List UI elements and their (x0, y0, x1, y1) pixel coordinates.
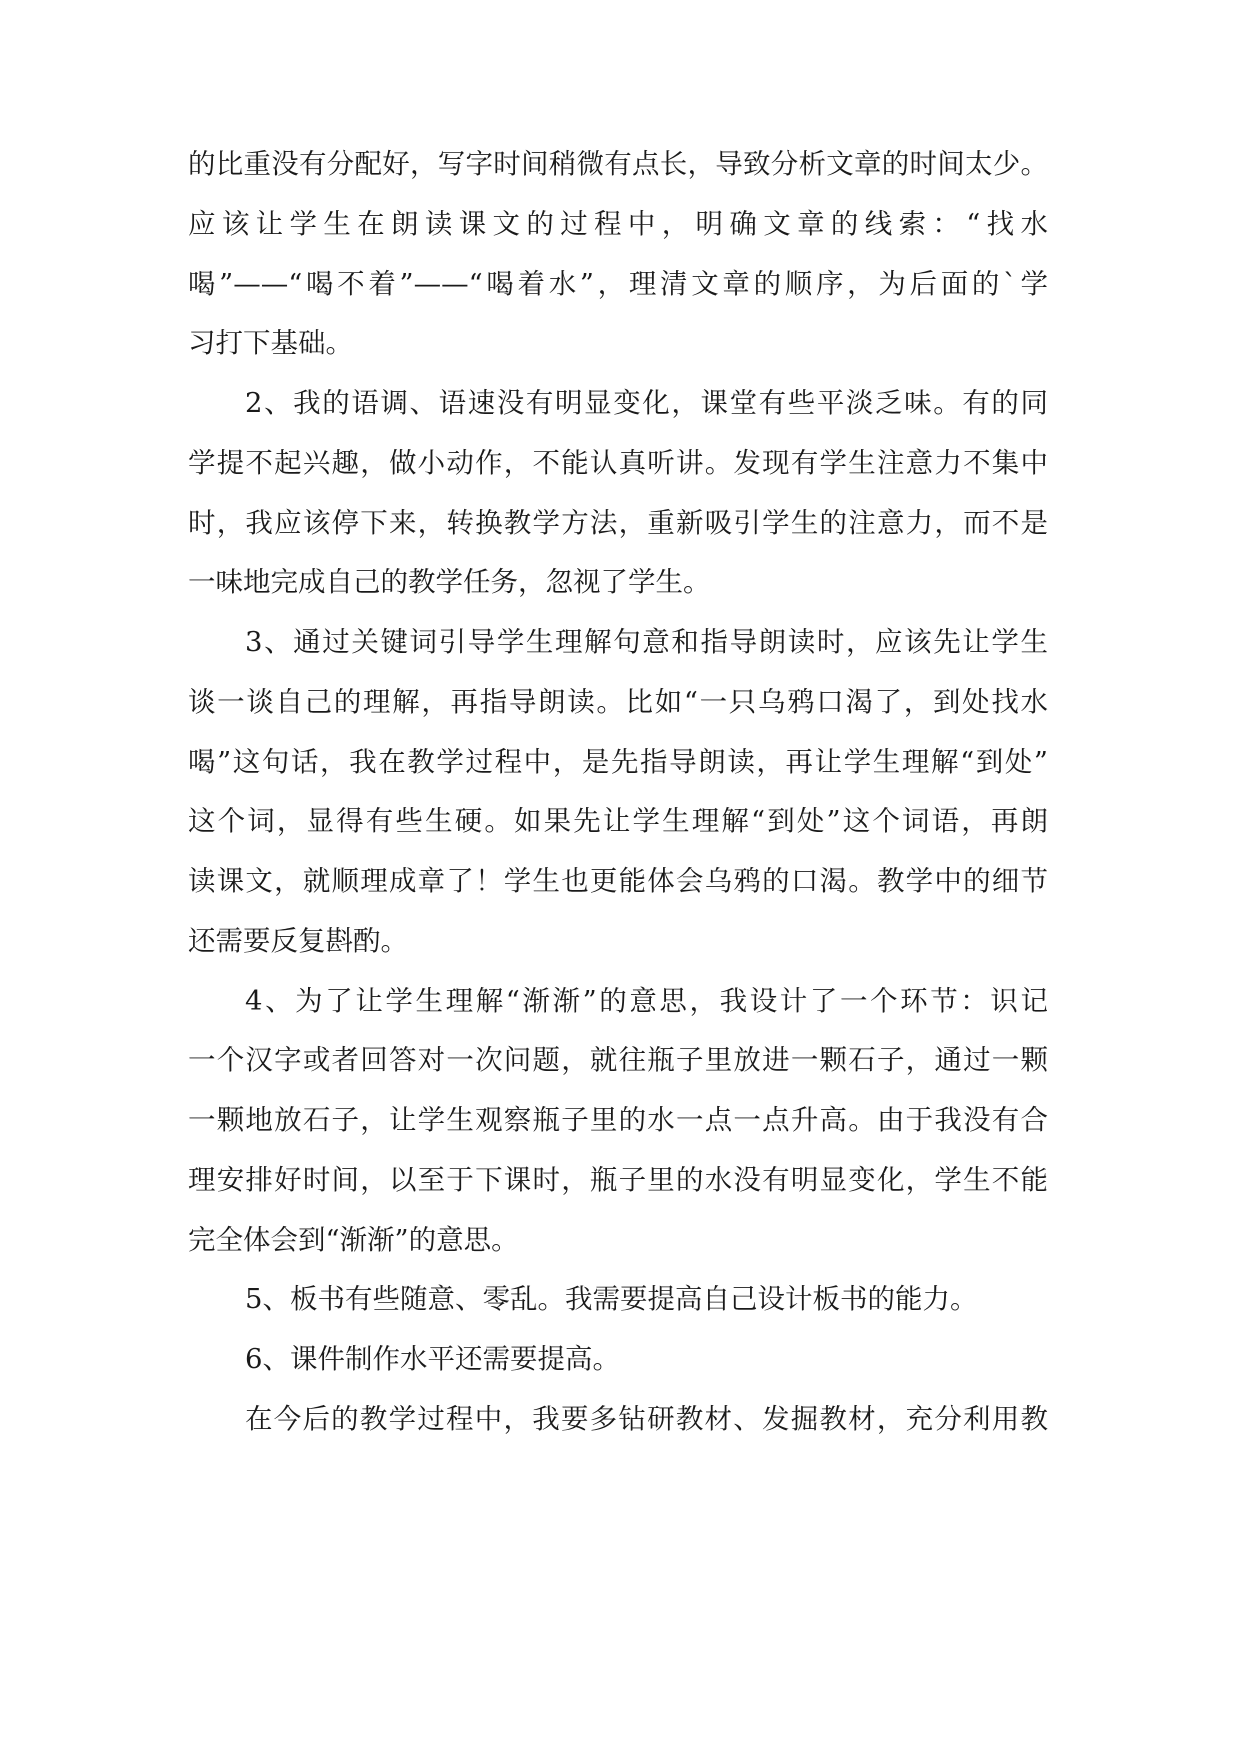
text-line: 理安排好时间，以至于下课时，瓶子里的水没有明显变化，学生不能 (188, 1164, 1048, 1196)
text-line: 谈一谈自己的理解，再指导朗读。比如“一只乌鸦口渴了，到处找水 (188, 686, 1048, 718)
text-line: 应该让学生在朗读课文的过程中，明确文章的线索：“找水 (188, 208, 1048, 240)
text-line: 读课文，就顺理成章了！学生也更能体会乌鸦的口渴。教学中的细节 (188, 865, 1048, 897)
text-line: 还需要反复斟酌。 (188, 925, 408, 957)
text-line: 一味地完成自己的教学任务，忽视了学生。 (188, 566, 711, 598)
text-line: 一个汉字或者回答对一次问题，就往瓶子里放进一颗石子，通过一颗 (188, 1044, 1048, 1076)
text-line: 的比重没有分配好，写字时间稍微有点长，导致分析文章的时间太少。 (188, 148, 1048, 180)
text-line: 习打下基础。 (188, 327, 353, 359)
text-line: 4、为了让学生理解“渐渐”的意思，我设计了一个环节：识记 (245, 985, 1048, 1017)
text-line: 时，我应该停下来，转换教学方法，重新吸引学生的注意力，而不是 (188, 507, 1048, 539)
text-line: 完全体会到“渐渐”的意思。 (188, 1224, 519, 1256)
text-line: 学提不起兴趣，做小动作，不能认真听讲。发现有学生注意力不集中 (188, 447, 1048, 479)
text-line: 一颗地放石子，让学生观察瓶子里的水一点一点升高。由于我没有合 (188, 1104, 1048, 1136)
text-line: 2、我的语调、语速没有明显变化，课堂有些平淡乏味。有的同 (245, 387, 1048, 419)
text-line: 5、板书有些随意、零乱。我需要提高自己设计板书的能力。 (245, 1283, 978, 1315)
text-line: 3、通过关键词引导学生理解句意和指导朗读时，应该先让学生 (245, 626, 1048, 658)
text-line: 喝”——“喝不着”——“喝着水”，理清文章的顺序，为后面的`学 (188, 268, 1048, 300)
text-line: 6、课件制作水平还需要提高。 (245, 1343, 620, 1375)
text-line: 喝”这句话，我在教学过程中，是先指导朗读，再让学生理解“到处” (188, 746, 1048, 778)
text-line: 这个词，显得有些生硬。如果先让学生理解“到处”这个词语，再朗 (188, 805, 1048, 837)
text-line: 在今后的教学过程中，我要多钻研教材、发掘教材，充分利用教 (245, 1403, 1048, 1435)
